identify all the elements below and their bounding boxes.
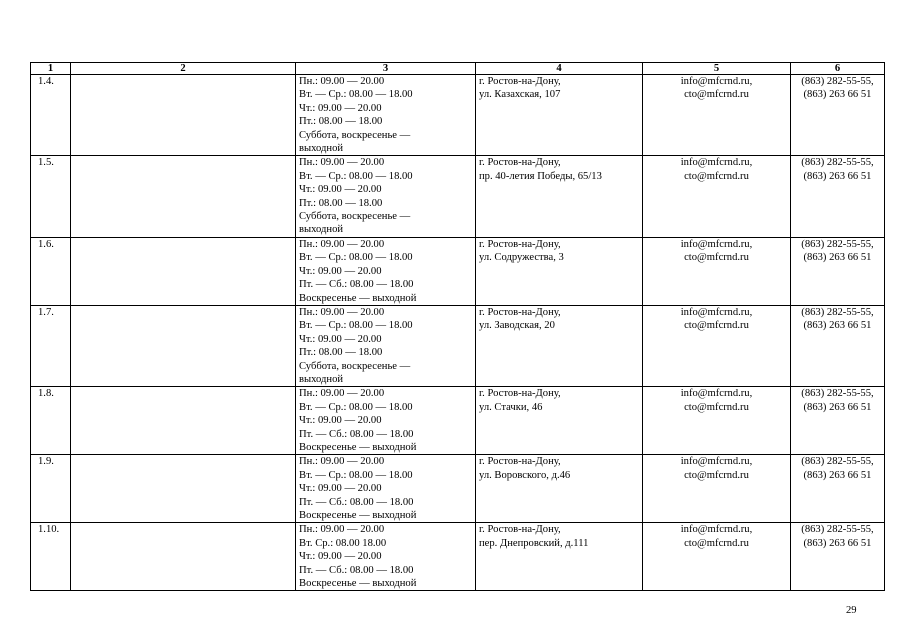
working-hours-line: Пт. — Сб.: 08.00 — 18.00	[299, 496, 414, 508]
phone-line: (863) 282-55-55,	[801, 306, 874, 318]
email-cell	[643, 387, 791, 455]
working-hours-cell	[296, 305, 476, 386]
address-line: ул. Содружества, 3	[479, 252, 564, 264]
working-hours-line: Вт. Ср.: 08.00 18.00	[299, 537, 387, 549]
working-hours-line: Пт. — Сб.: 08.00 — 18.00	[299, 279, 414, 291]
table-row	[31, 387, 885, 455]
working-hours-line: выходной	[299, 143, 344, 155]
working-hours-line: Чт.: 09.00 — 20.00	[299, 102, 382, 114]
phone-line: (863) 263 66 51	[803, 469, 872, 481]
working-hours-line: Чт.: 09.00 — 20.00	[299, 551, 382, 563]
address-cell	[476, 305, 643, 386]
document-table	[30, 62, 885, 591]
working-hours-line: Пн.: 09.00 — 20.00	[299, 388, 385, 400]
email-line: cto@mfcrnd.ru	[684, 537, 749, 549]
phone-line: (863) 282-55-55,	[801, 76, 874, 87]
phone-line: (863) 263 66 51	[803, 537, 872, 549]
working-hours-cell	[296, 237, 476, 305]
working-hours-line: Вт. — Ср.: 08.00 — 18.00	[299, 170, 413, 182]
row-number: 1.4.	[31, 75, 71, 156]
address-line: г. Ростов-на-Дону,	[479, 388, 561, 400]
header-col-6: 6	[791, 63, 885, 75]
header-col-2: 2	[71, 63, 296, 75]
empty-cell	[71, 156, 296, 237]
email-cell	[643, 523, 791, 591]
address-line: ул. Заводская, 20	[479, 320, 555, 332]
phone-cell	[791, 75, 885, 156]
working-hours-line: Пн.: 09.00 — 20.00	[299, 238, 385, 250]
working-hours-line: Пт.: 08.00 — 18.00	[299, 197, 383, 209]
address-line: ул. Воровского, д.46	[479, 469, 571, 481]
email-cell	[643, 75, 791, 156]
phone-line: (863) 263 66 51	[803, 170, 872, 182]
phone-line: (863) 263 66 51	[803, 320, 872, 332]
address-cell	[476, 75, 643, 156]
empty-cell	[71, 455, 296, 523]
working-hours-cell	[296, 523, 476, 591]
working-hours-line: Чт.: 09.00 — 20.00	[299, 184, 382, 196]
working-hours-line: Суббота, воскресенье —	[299, 360, 411, 372]
phone-cell	[791, 455, 885, 523]
empty-cell	[71, 387, 296, 455]
phone-line: (863) 263 66 51	[803, 252, 872, 264]
phone-cell	[791, 237, 885, 305]
header-col-1: 1	[31, 63, 71, 75]
address-line: г. Ростов-на-Дону,	[479, 306, 561, 318]
row-number: 1.7.	[31, 305, 71, 386]
row-number: 1.5.	[31, 156, 71, 237]
working-hours-line: Вт. — Ср.: 08.00 — 18.00	[299, 320, 413, 332]
address-cell	[476, 156, 643, 237]
email-line: info@mfcrnd.ru,	[680, 76, 753, 87]
working-hours-line: Чт.: 09.00 — 20.00	[299, 333, 382, 345]
email-cell	[643, 455, 791, 523]
address-line: ул. Стачки, 46	[479, 401, 543, 413]
phone-cell	[791, 387, 885, 455]
header-col-4: 4	[476, 63, 643, 75]
address-cell	[476, 455, 643, 523]
address-line: пр. 40-летия Победы, 65/13	[479, 170, 602, 182]
email-line: cto@mfcrnd.ru	[684, 170, 749, 182]
email-line: info@mfcrnd.ru,	[680, 238, 753, 250]
address-cell	[476, 523, 643, 591]
address-line: г. Ростов-на-Дону,	[479, 157, 561, 169]
table-row	[31, 156, 885, 237]
working-hours-cell	[296, 75, 476, 156]
working-hours-line: Чт.: 09.00 — 20.00	[299, 415, 382, 427]
empty-cell	[71, 523, 296, 591]
phone-cell	[791, 523, 885, 591]
working-hours-line: Вт. — Ср.: 08.00 — 18.00	[299, 252, 413, 264]
table-row	[31, 455, 885, 523]
page-number: 29	[846, 605, 857, 616]
email-line: cto@mfcrnd.ru	[684, 252, 749, 264]
working-hours-line: Пн.: 09.00 — 20.00	[299, 76, 385, 87]
working-hours-line: Пн.: 09.00 — 20.00	[299, 456, 385, 468]
address-line: г. Ростов-на-Дону,	[479, 524, 561, 536]
address-cell	[476, 237, 643, 305]
address-line: г. Ростов-на-Дону,	[479, 456, 561, 468]
working-hours-line: Суббота, воскресенье —	[299, 129, 411, 141]
row-number: 1.10.	[31, 523, 71, 591]
email-line: info@mfcrnd.ru,	[680, 456, 753, 468]
working-hours-line: Вт. — Ср.: 08.00 — 18.00	[299, 89, 413, 101]
empty-cell	[71, 237, 296, 305]
working-hours-line: Вт. — Ср.: 08.00 — 18.00	[299, 469, 413, 481]
row-number: 1.8.	[31, 387, 71, 455]
address-line: ул. Казахская, 107	[479, 89, 561, 101]
email-line: info@mfcrnd.ru,	[680, 306, 753, 318]
working-hours-line: Чт.: 09.00 — 20.00	[299, 265, 382, 277]
table-row	[31, 305, 885, 386]
email-cell	[643, 305, 791, 386]
working-hours-line: Пт. — Сб.: 08.00 — 18.00	[299, 428, 414, 440]
working-hours-line: Пн.: 09.00 — 20.00	[299, 306, 385, 318]
working-hours-line: Воскресенье — выходной	[299, 441, 417, 453]
header-col-5: 5	[643, 63, 791, 75]
working-hours-line: Суббота, воскресенье —	[299, 211, 411, 223]
working-hours-line: Пн.: 09.00 — 20.00	[299, 524, 385, 536]
working-hours-line: Воскресенье — выходной	[299, 510, 417, 521]
address-cell	[476, 387, 643, 455]
phone-line: (863) 282-55-55,	[801, 524, 874, 536]
empty-cell	[71, 75, 296, 156]
email-line: cto@mfcrnd.ru	[684, 320, 749, 332]
phone-line: (863) 282-55-55,	[801, 388, 874, 400]
phone-line: (863) 282-55-55,	[801, 157, 874, 169]
table-header-row	[31, 63, 885, 75]
phone-line: (863) 282-55-55,	[801, 456, 874, 468]
table-row	[31, 75, 885, 156]
table-row	[31, 523, 885, 591]
email-cell	[643, 237, 791, 305]
empty-cell	[71, 305, 296, 386]
email-line: info@mfcrnd.ru,	[680, 524, 753, 536]
phone-cell	[791, 305, 885, 386]
table-body	[31, 75, 885, 591]
address-line: г. Ростов-на-Дону,	[479, 238, 561, 250]
working-hours-cell	[296, 387, 476, 455]
header-col-3: 3	[296, 63, 476, 75]
phone-line: (863) 263 66 51	[803, 401, 872, 413]
row-number: 1.9.	[31, 455, 71, 523]
working-hours-line: Пт.: 08.00 — 18.00	[299, 347, 383, 359]
phone-line: (863) 263 66 51	[803, 89, 872, 101]
working-hours-line: Пт. — Сб.: 08.00 — 18.00	[299, 564, 414, 576]
email-line: cto@mfcrnd.ru	[684, 401, 749, 413]
working-hours-line: Пт.: 08.00 — 18.00	[299, 116, 383, 128]
working-hours-line: Чт.: 09.00 — 20.00	[299, 483, 382, 495]
working-hours-line: Пн.: 09.00 — 20.00	[299, 157, 385, 169]
email-line: cto@mfcrnd.ru	[684, 469, 749, 481]
working-hours-cell	[296, 455, 476, 523]
working-hours-line: Воскресенье — выходной	[299, 578, 417, 590]
working-hours-line: Вт. — Ср.: 08.00 — 18.00	[299, 401, 413, 413]
working-hours-line: Воскресенье — выходной	[299, 292, 417, 304]
table-row	[31, 237, 885, 305]
email-line: info@mfcrnd.ru,	[680, 388, 753, 400]
row-number: 1.6.	[31, 237, 71, 305]
working-hours-line: выходной	[299, 224, 344, 236]
email-cell	[643, 156, 791, 237]
phone-cell	[791, 156, 885, 237]
working-hours-line: выходной	[299, 373, 344, 385]
address-line: пер. Днепровский, д.111	[479, 537, 589, 549]
email-line: cto@mfcrnd.ru	[684, 89, 749, 101]
phone-line: (863) 282-55-55,	[801, 238, 874, 250]
email-line: info@mfcrnd.ru,	[680, 157, 753, 169]
working-hours-cell	[296, 156, 476, 237]
address-line: г. Ростов-на-Дону,	[479, 76, 561, 87]
